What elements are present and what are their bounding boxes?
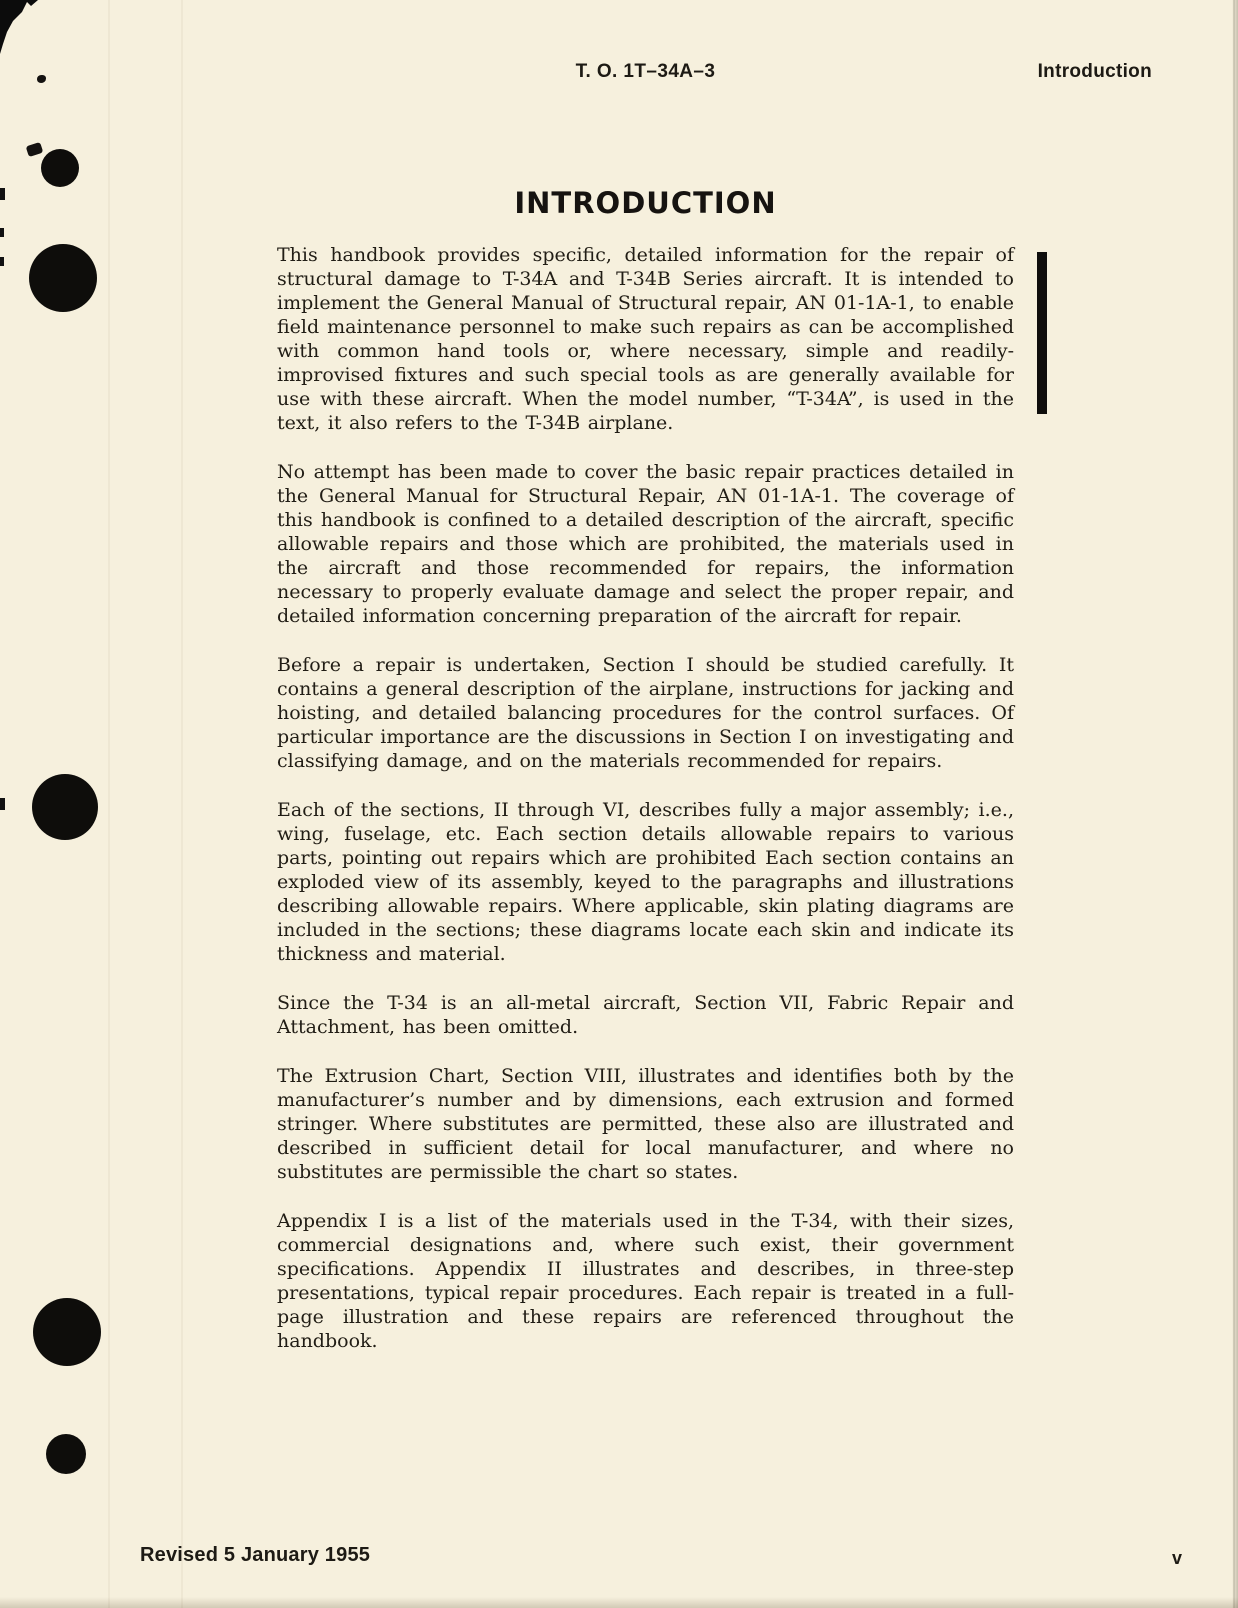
ink-mark <box>26 142 44 157</box>
paper-crease <box>181 0 183 1608</box>
edge-speck <box>0 188 5 200</box>
edge-speck <box>0 257 4 266</box>
paragraph: Each of the sections, II through VI, describes fully a major assembly; i.e., wing, fuselage, etc. Each section details allowable repairs to various parts, pointing out repairs which are prohibited Each section contains an exploded view of its assembly, keyed to the paragraphs and illustrations describing allowable repairs. Where applicable, skin plating diagrams are included in the sections; these diagrams locate each skin and indicate its thickness and material. <box>277 799 1014 965</box>
page-edge-shadow <box>1232 0 1238 1608</box>
section-header-label: Introduction <box>1037 61 1152 82</box>
paper-crease <box>108 0 110 1608</box>
hole-punch-dot <box>41 149 79 187</box>
body-text-block <box>277 243 1014 1378</box>
revision-date: Revised 5 January 1955 <box>140 1544 371 1566</box>
paragraph: This handbook provides specific, detailed information for the repair of structural damage to T-34A and T-34B Series aircraft. It is intended to implement the General Manual of Structural repair, AN 01-1A-1, to enable field maintenance personnel to make such repairs as can be accomplished with common hand tools or, where necessary, simple and readily-improvised fixtures and such special tools as are generally available for use with these aircraft. When the model number, “T-34A”, is used in the text, it also refers to the T-34B airplane. <box>277 244 1014 434</box>
revision-change-bar <box>1037 252 1047 414</box>
paragraph: Before a repair is undertaken, Section I should be studied carefully. It contains a general description of the airplane, instructions for jacking and hoisting, and detailed balancing procedures for the control surfaces. Of particular importance are the discussions in Section I on investigating and classifying damage, and on the materials recommended for repairs. <box>277 654 1014 772</box>
hole-punch-dot <box>32 774 98 840</box>
hole-punch-dot <box>46 1434 86 1474</box>
edge-speck <box>0 798 5 810</box>
paragraph: Since the T-34 is an all-metal aircraft, Section VII, Fabric Repair and Attachment, has been omitted. <box>277 992 1014 1038</box>
page-number: v <box>1171 1548 1182 1568</box>
torn-corner-artifact <box>0 0 40 56</box>
page-bottom-shadow <box>0 1597 1238 1608</box>
paragraph: No attempt has been made to cover the basic repair practices detailed in the General Manual for Structural Repair, AN 01-1A-1. The coverage of this handbook is confined to a detailed description of the aircraft, specific allowable repairs and those which are prohibited, the materials used in the aircraft and those recommended for repairs, the information necessary to properly evaluate damage and select the proper repair, and detailed information concerning preparation of the aircraft for repair. <box>277 461 1014 627</box>
page-footer <box>0 1544 1238 1572</box>
hole-punch-dot <box>29 244 97 312</box>
doc-number: T. O. 1T–34A–3 <box>575 61 716 82</box>
page-title: INTRODUCTION <box>514 186 777 220</box>
page-header <box>0 61 1238 85</box>
paragraph: Appendix I is a list of the materials used in the T-34, with their sizes, commercial designations and, where such exist, their government specifications. Appendix II illustrates and describes, in three-step presentations, typical repair procedures. Each repair is treated in a full-page illustration and these repairs are referenced throughout the handbook. <box>277 1210 1014 1352</box>
paragraph: The Extrusion Chart, Section VIII, illustrates and identifies both by the manufacturer’s number and by dimensions, each extrusion and formed stringer. Where substitutes are permitted, these also are illustrated and described in sufficient detail for local manufacturer, and where no substitutes are permissible the chart so states. <box>277 1065 1014 1183</box>
hole-punch-dot <box>33 1298 101 1366</box>
edge-speck <box>0 228 4 237</box>
